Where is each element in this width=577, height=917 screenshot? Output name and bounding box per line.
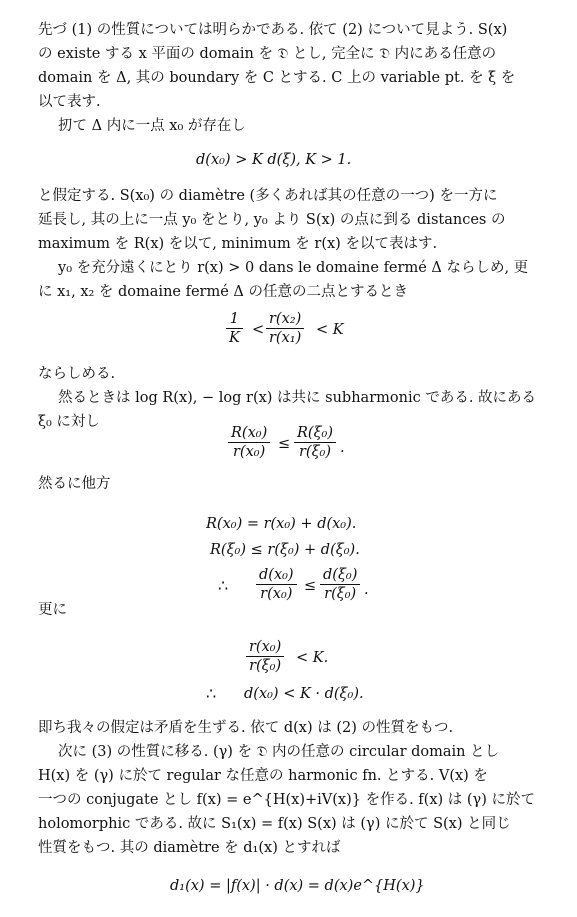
paragraph-line: の existe する x 平面の domain を 𝔇 とし, 完全に 𝔇 内にある任意の bbox=[38, 46, 497, 62]
paragraph-line: 性質をもつ. 其の diamètre を d₁(x) とすれば bbox=[38, 840, 341, 856]
fraction bbox=[226, 310, 243, 347]
equation-9: d₁(x) = |f(x)| · d(x) = d(x)e^{H(x)} bbox=[170, 878, 425, 894]
fraction bbox=[294, 424, 336, 461]
paragraph-line: H(x) を (γ) に於て regular な任意の harmonic fn. とする. V(x) を bbox=[38, 768, 488, 784]
numerator: r(x₂) bbox=[266, 310, 304, 329]
paragraph-line: ξ₀ に対し bbox=[38, 414, 100, 430]
equation-1: d(x₀) > K d(ξ), K > 1. bbox=[196, 152, 352, 168]
paragraph-line: 先づ (1) の性質については明らかである. 依て (2) について見よう. S(x) bbox=[38, 22, 508, 38]
paragraph-line: 一つの conjugate とし f(x) = e^{H(x)+iV(x)} を作る. f(x) は (γ) に於て bbox=[38, 792, 535, 808]
numerator: 1 bbox=[226, 310, 243, 329]
denominator: r(ξ₀) bbox=[324, 586, 357, 602]
paragraph-line: domain を Δ, 其の boundary を C とする. C 上の variable pt. を ξ を bbox=[38, 70, 516, 86]
equation-5: R(ξ₀) ≤ r(ξ₀) + d(ξ₀). bbox=[210, 542, 360, 558]
punctuation: . bbox=[340, 440, 345, 456]
paragraph-line: y₀ を充分遠くにとり r(x) > 0 dans le domaine fermé Δ ならしめ, 更 bbox=[58, 260, 529, 276]
paragraph-line: 延長し, 其の上に一点 y₀ をとり, y₀ より S(x) の点に到る distances の bbox=[38, 212, 506, 228]
paragraph-line: ならしめる. bbox=[38, 366, 116, 382]
paragraph-line: maximum を R(x) を以て, minimum を r(x) を以て表はす. bbox=[38, 236, 438, 252]
therefore-symbol: ∴ bbox=[206, 684, 217, 703]
relation: < K. bbox=[296, 650, 329, 666]
numerator: d(ξ₀) bbox=[320, 566, 360, 585]
numerator: d(x₀) bbox=[256, 566, 297, 585]
numerator: R(ξ₀) bbox=[294, 424, 336, 443]
paragraph-line: 然るに他方 bbox=[38, 476, 111, 492]
paragraph-line: に x₁, x₂ を domaine fermé Δ の任意の二点とするとき bbox=[38, 284, 408, 300]
therefore-symbol: ∴ bbox=[218, 576, 229, 595]
punctuation: . bbox=[364, 582, 369, 598]
relation: < bbox=[252, 322, 265, 338]
fraction bbox=[228, 424, 270, 461]
paragraph-line: holomorphic である. 故に S₁(x) = f(x) S(x) は (γ) に於て S(x) と同じ bbox=[38, 816, 511, 832]
relation: < K bbox=[316, 322, 344, 338]
paragraph-line: と假定する. S(x₀) の diamètre (多くあれば其の任意の一つ) を一方に bbox=[38, 188, 498, 204]
denominator: r(x₀) bbox=[232, 444, 266, 460]
fraction bbox=[256, 566, 297, 603]
denominator: r(ξ₀) bbox=[298, 444, 332, 460]
denominator: r(ξ₀) bbox=[249, 658, 282, 674]
paragraph-line: 扨て Δ 内に一点 x₀ が存在し bbox=[58, 118, 246, 134]
paragraph-line: 以て表す. bbox=[38, 94, 101, 110]
denominator: r(x₁) bbox=[269, 330, 302, 346]
fraction bbox=[320, 566, 360, 603]
equation-8: d(x₀) < K · d(ξ₀). bbox=[244, 686, 364, 702]
paragraph-line: 次に (3) の性質に移る. (γ) を 𝔇 内の任意の circular domain とし bbox=[58, 744, 500, 760]
relation: ≤ bbox=[304, 578, 317, 594]
equation-4: R(x₀) = r(x₀) + d(x₀). bbox=[206, 516, 357, 532]
denominator: K bbox=[229, 330, 240, 346]
denominator: r(x₀) bbox=[260, 586, 293, 602]
paragraph-line: 即ち我々の假定は矛盾を生ずる. 依て d(x) は (2) の性質をもつ. bbox=[38, 720, 454, 736]
fraction bbox=[246, 638, 284, 675]
relation: ≤ bbox=[278, 436, 291, 452]
fraction bbox=[266, 310, 304, 347]
numerator: r(x₀) bbox=[246, 638, 284, 657]
paragraph-line: 更に bbox=[38, 602, 67, 618]
numerator: R(x₀) bbox=[228, 424, 270, 443]
paragraph-line: 然るときは log R(x), − log r(x) は共に subharmonic である. 故にある bbox=[58, 390, 537, 406]
